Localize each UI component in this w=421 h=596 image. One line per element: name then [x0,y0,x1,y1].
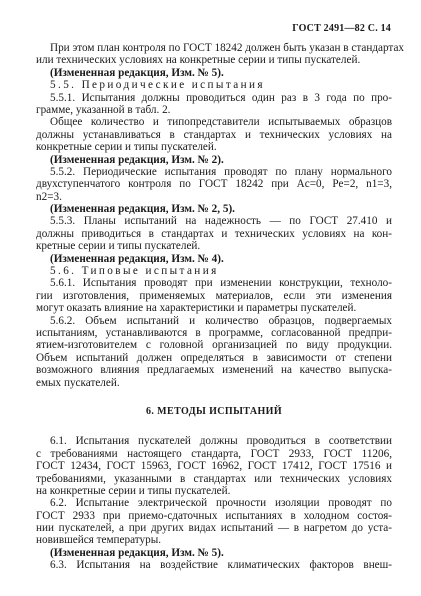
section-heading-6: 6. МЕТОДЫ ИСПЫТАНИЙ [145,405,283,417]
text-line: ятием-изготовителем с головной организацией по виду продукции. [36,339,392,352]
paragraph-5-6-1 [36,277,392,314]
text-line: 6.3. Испытания на воздействие климатических факторов внеш- [50,559,392,572]
text-line: двухступенчатого контроля по ГОСТ 18242 при Ac=0, Pe=2, n1=3, [36,178,392,191]
text-line: 6.1. Испытания пускателей должны проводиться в соответствии [50,435,392,448]
text-line: конкретные серии и типы пускателей. [36,141,217,154]
text-line: должны приводиться в стандартах и технических условиях на кон- [36,227,392,240]
page-header: ГОСТ 2491—82 С. 14 [292,23,391,34]
text-line: 5.5.2. Периодические испытания проводят по плану нормального [50,165,392,178]
revision-note: (Измененная редакция, Изм. № 4). [50,252,224,265]
text-line: с требованиями настоящего стандарта, ГОСТ 2933, ГОСТ 11206, [36,447,392,460]
text-line: или технических условиях на конкретные серии и типы пускателей. [36,54,361,67]
text-line: грамме, указанной в табл. 2. [36,103,171,116]
spacer [36,418,392,435]
text-line: испытаниям, устанавливаются в программе, согласованной предпри- [36,326,392,339]
revision-note: (Измененная редакция, Изм. № 5). [50,66,224,79]
paragraph-6-1 [36,435,392,497]
section-heading-5-6: 5.6. Типовые испытания [50,265,219,278]
text-line: 5.6.1. Испытания проводят при изменении конструкции, техноло- [50,277,392,290]
paragraph-6-2 [36,497,392,547]
spacer [36,389,392,406]
paragraph-5-5-3 [36,215,392,252]
text-line: емых пускателей. [36,376,120,389]
text-line: n2=3. [36,190,62,203]
text-line: требованиями, указанными в стандартах или технических условиях [36,472,392,485]
text-line: ГОСТ 2933 при приемо-сдаточных испытаниях в холодном состоя- [36,509,392,522]
section-heading-5-5: 5.5. Периодические испытания [50,79,265,92]
revision-note: (Измененная редакция, Изм. № 5). [50,546,224,559]
paragraph-sample-count [36,116,392,153]
text-line: гии изготовления, применяемых материалов, если эти изменения [36,289,392,302]
page-content [36,42,405,572]
paragraph-6-3 [36,559,392,571]
text-line: на конкретные серии и типы пускателей. [36,484,231,497]
text-line: кретные серии и типы пускателей. [36,240,201,253]
paragraph-5-5-1 [36,92,392,117]
text-line: 5.6.2. Объем испытаний и количество образцов, подвергаемых [50,314,392,327]
text-line: Объем испытаний должен определяться в зависимости от степени [36,351,392,364]
text-line: могут оказать влияние на характеристики и параметры пускателей. [36,302,357,315]
text-line: 6.2. Испытание электрической прочности изоляции проводят по [50,497,392,510]
text-line: При этом план контроля по ГОСТ 18242 должен быть указан в стандартах [50,42,405,54]
text-line: возможного влияния предлагаемых изменений на качество выпуска- [36,364,392,377]
text-line: нии пускателей, а при других видах испытаний — в нагретом до уста- [36,522,392,535]
paragraph-plan-control [36,42,405,67]
revision-note: (Измененная редакция, Изм. № 2). [50,153,224,166]
text-line: ГОСТ 12434, ГОСТ 15963, ГОСТ 16962, ГОСТ 17412, ГОСТ 17516 и [36,460,392,473]
text-line: 5.5.1. Испытания должны проводиться один раз в 3 года по про- [50,91,392,104]
text-line: 5.5.3. Планы испытаний на надежность — по ГОСТ 27.410 и [50,215,392,228]
text-line: новившейся температуры. [36,534,162,547]
text-line: должны устанавливаться в стандартах и технических условиях на [36,128,392,141]
paragraph-5-5-2 [36,166,392,203]
text-line: Общее количество и типопредставители испытываемых образцов [50,116,392,129]
revision-note: (Измененная редакция, Изм. № 2, 5). [50,203,235,216]
paragraph-5-6-2 [36,315,392,389]
